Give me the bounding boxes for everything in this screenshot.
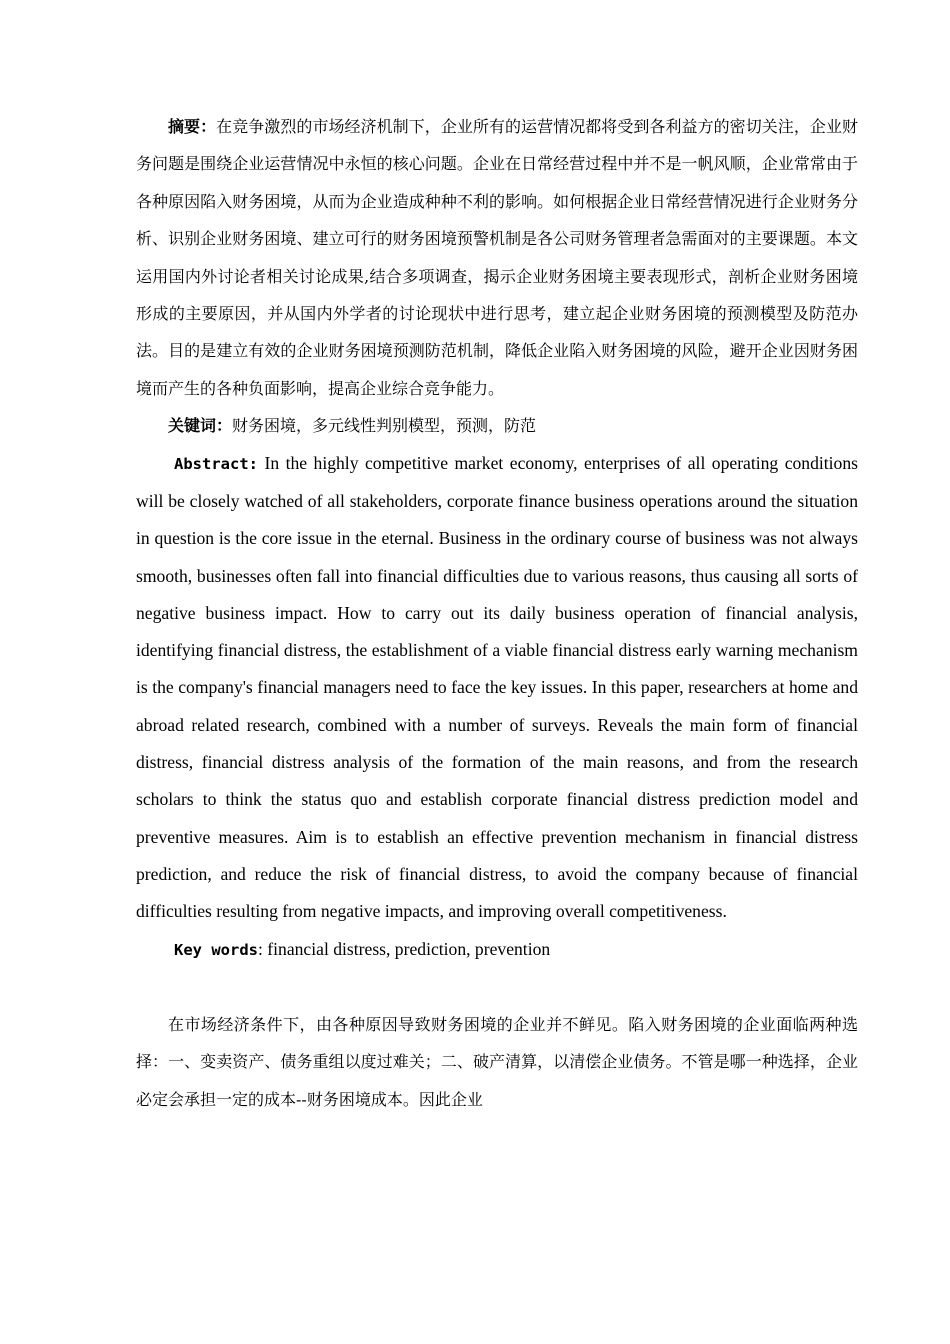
keywords-zh xyxy=(136,407,858,444)
keywords-en xyxy=(136,931,858,969)
abstract-zh xyxy=(136,108,858,407)
section-gap xyxy=(136,969,858,1006)
abstract-zh-text: 在竞争激烈的市场经济机制下，企业所有的运营情况都将受到各利益方的密切关注，企业财务问题是围绕企业运营情况中永恒的核心问题。企业在日常经营过程中并不是一帆风顺，企业常常由于各种原因陷入财务困境，从而为企业造成种种不利的影响。如何根据企业日常经营情况进行企业财务分析、识别企业财务困境、建立可行的财务困境预警机制是各公司财务管理者急需面对的主要课题。本文运用国内外讨论者相关讨论成果,结合多项调查，揭示企业财务困境主要表现形式，剖析企业财务困境形成的主要原因，并从国内外学者的讨论现状中进行思考，建立起企业财务困境的预测模型及防范办法。目的是建立有效的企业财务困境预测防范机制，降低企业陷入财务困境的风险，避开企业因财务困境而产生的各种负面影响，提高企业综合竞争能力。 xyxy=(136,117,858,398)
body-paragraph: 在市场经济条件下，由各种原因导致财务困境的企业并不鲜见。陷入财务困境的企业面临两种选择：一、变卖资产、债务重组以度过难关；二、破产清算，以清偿企业债务。不管是哪一种选择，企业必定会承担一定的成本--财务困境成本。因此企业 xyxy=(136,1014,858,1109)
abstract-zh-label: 摘要： xyxy=(168,117,217,136)
keywords-en-text: : financial distress, prediction, prevention xyxy=(258,938,551,959)
abstract-en xyxy=(136,445,858,931)
keywords-zh-label: 关键词： xyxy=(168,416,233,436)
paper-page xyxy=(136,108,858,1118)
abstract-en-label: Abstract: xyxy=(174,454,258,473)
keywords-en-label: Key words xyxy=(174,940,258,959)
keywords-zh-text: 财务困境，多元线性判别模型，预测，防范 xyxy=(232,416,537,436)
abstract-en-text: In the highly competitive market economy, enterprises of all operating conditions will be closely watched of all stakeholders, corporate finance business operations around the situation in question is the core issue in the eternal. Business in the ordinary course of business was not always smooth, businesses often fall into financial difficulties due to various reasons, thus causing all sorts of negative business impact. How to carry out its daily business operation of financial analysis, identifying financial distress, the establishment of a viable financial distress early warning mechanism is the company's financial managers need to face the key issues. In this paper, researchers at home and abroad related research, combined with a number of surveys. Reveals the main form of financial distress, financial distress analysis of the formation of the main reasons, and from the research scholars to think the status quo and establish corporate financial distress prediction model and preventive measures. Aim is to establish an effective prevention mechanism in financial distress prediction, and reduce the risk of financial distress, to avoid the company because of financial difficulties resulting from negative impacts, and improving overall competitiveness. xyxy=(136,452,858,922)
